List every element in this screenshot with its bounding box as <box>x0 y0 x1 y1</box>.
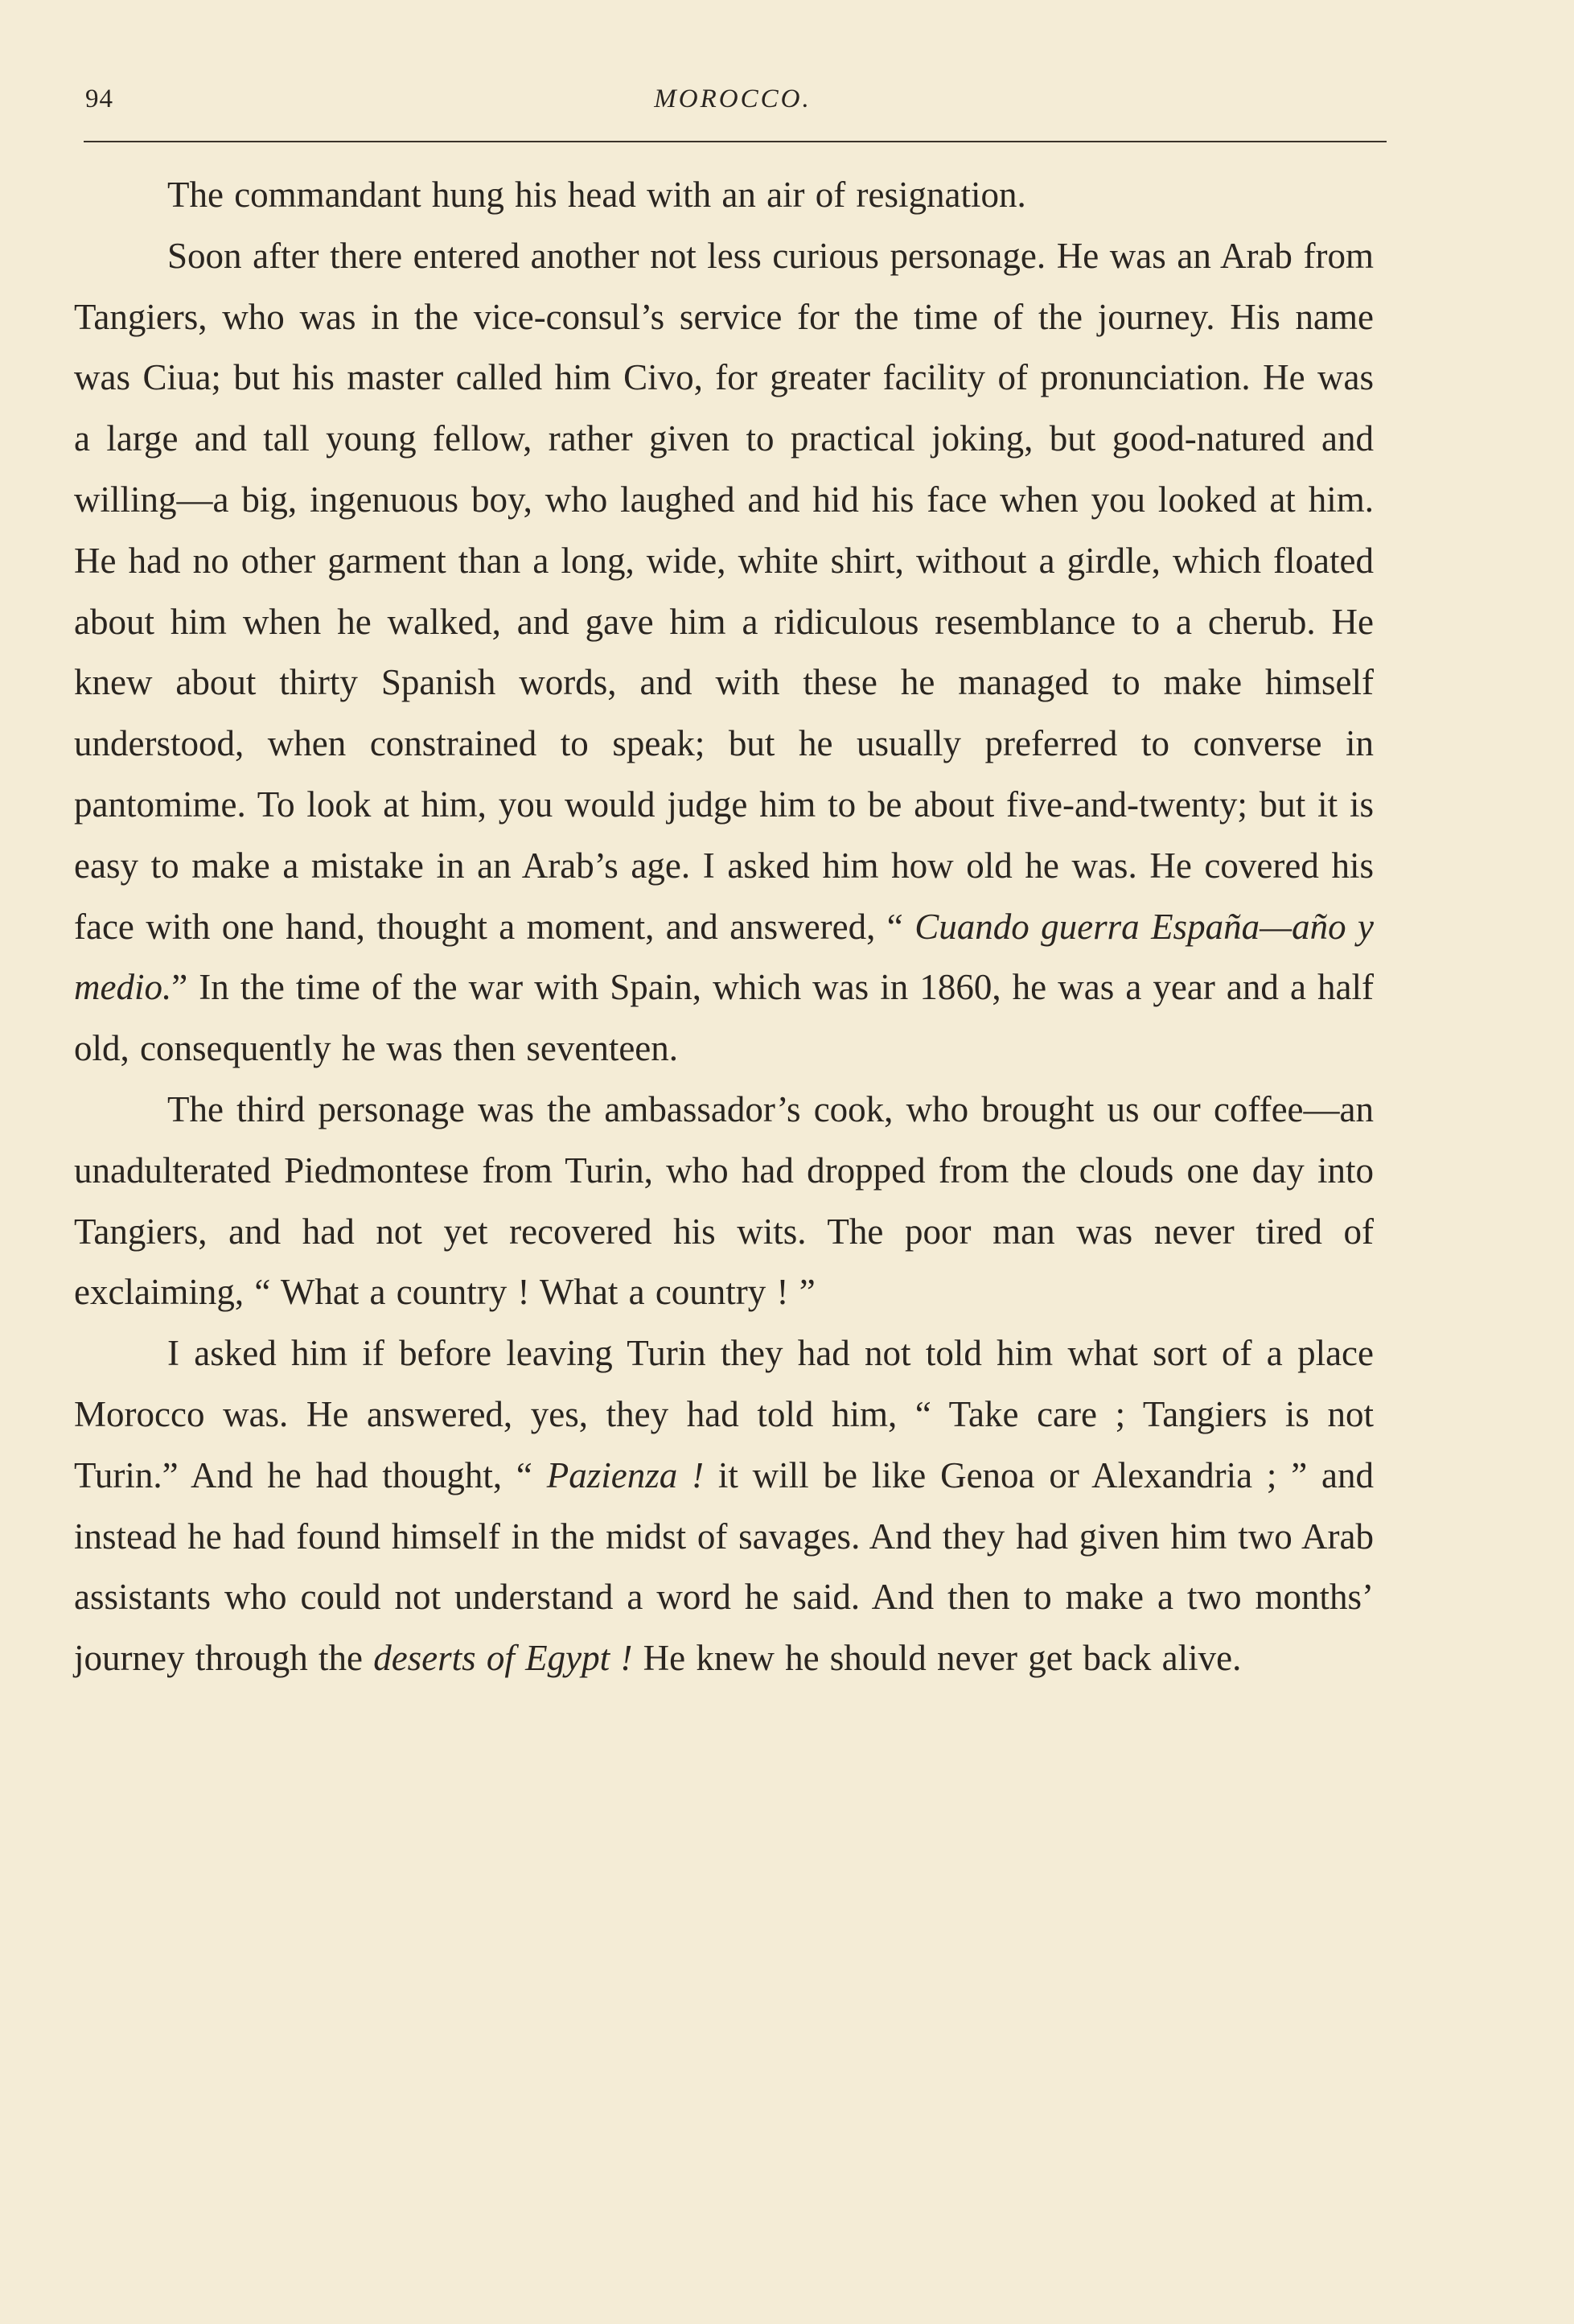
text-segment: I asked him if before leaving Turin they had not told him what sort of a place Morocco was. He answered, yes, they had told him, “ Take care ; Tangiers is not Turin.” And he had thought, “ <box>74 1333 1374 1495</box>
text-segment: The third personage was the ambassador’s cook, who brought us our coffee—an unadulterated Piedmontese from Turin, who had dropped from the clouds one day into Tangiers, and had not yet recovered his wits. The poor man was never tired of exclaiming, “ What a country ! What a country ! ” <box>74 1088 1374 1313</box>
page-number: 94 <box>85 84 113 113</box>
text-segment: it will be like Genoa or Alexandria ; ” and instead he had found himself in the midst of savages. And they had given him two Arab assistants who could not understand a word he said. And then to make a two months’ journey through the <box>74 1454 1374 1679</box>
italic-quote: Cuando guerra España—año y medio. <box>74 906 1374 1008</box>
text-segment: The commandant hung his head with an air of resignation. <box>167 175 1026 215</box>
running-head: MOROCCO. <box>654 84 812 113</box>
paragraph <box>74 1080 1374 1323</box>
page-header <box>77 84 1388 133</box>
text-segment: Soon after there entered another not less curious personage. He was an Arab from Tangiers, who was in the vice-consul’s service for the time of the journey. His name was Ciua; but his master called him Civo, for greater facility of pronunciation. He was a large and tall young fellow, rather given to practical joking, but good-natured and willing—a big, ingenuous boy, who laughed and hid his face when you looked at him. He had no other garment than a long, wide, white shirt, without a girdle, which floated about him when he walked, and gave him a ridiculous resemblance to a cherub. He knew about thirty Spanish words, and with these he managed to make himself understood, when constrained to speak; but he usually preferred to converse in pantomime. To look at him, you would judge him to be about five-and-twenty; but it is easy to make a mistake in an Arab’s age. I asked him how old he was. He covered his face with one hand, thought a moment, and answered, “ <box>74 235 1374 947</box>
text-segment: He knew he should never get back alive. <box>632 1638 1242 1679</box>
text-segment: ” In the time of the war with Spain, which was in 1860, he was a year and a half old, consequently he was then seventeen. <box>74 967 1374 1069</box>
italic-phrase: deserts of Egypt ! <box>373 1638 633 1679</box>
header-rule <box>84 141 1387 142</box>
italic-phrase: Pazienza ! <box>546 1454 705 1495</box>
paragraph <box>74 226 1374 1080</box>
paragraph <box>74 1323 1374 1689</box>
paragraph <box>74 165 1374 226</box>
body-text <box>74 165 1374 1689</box>
